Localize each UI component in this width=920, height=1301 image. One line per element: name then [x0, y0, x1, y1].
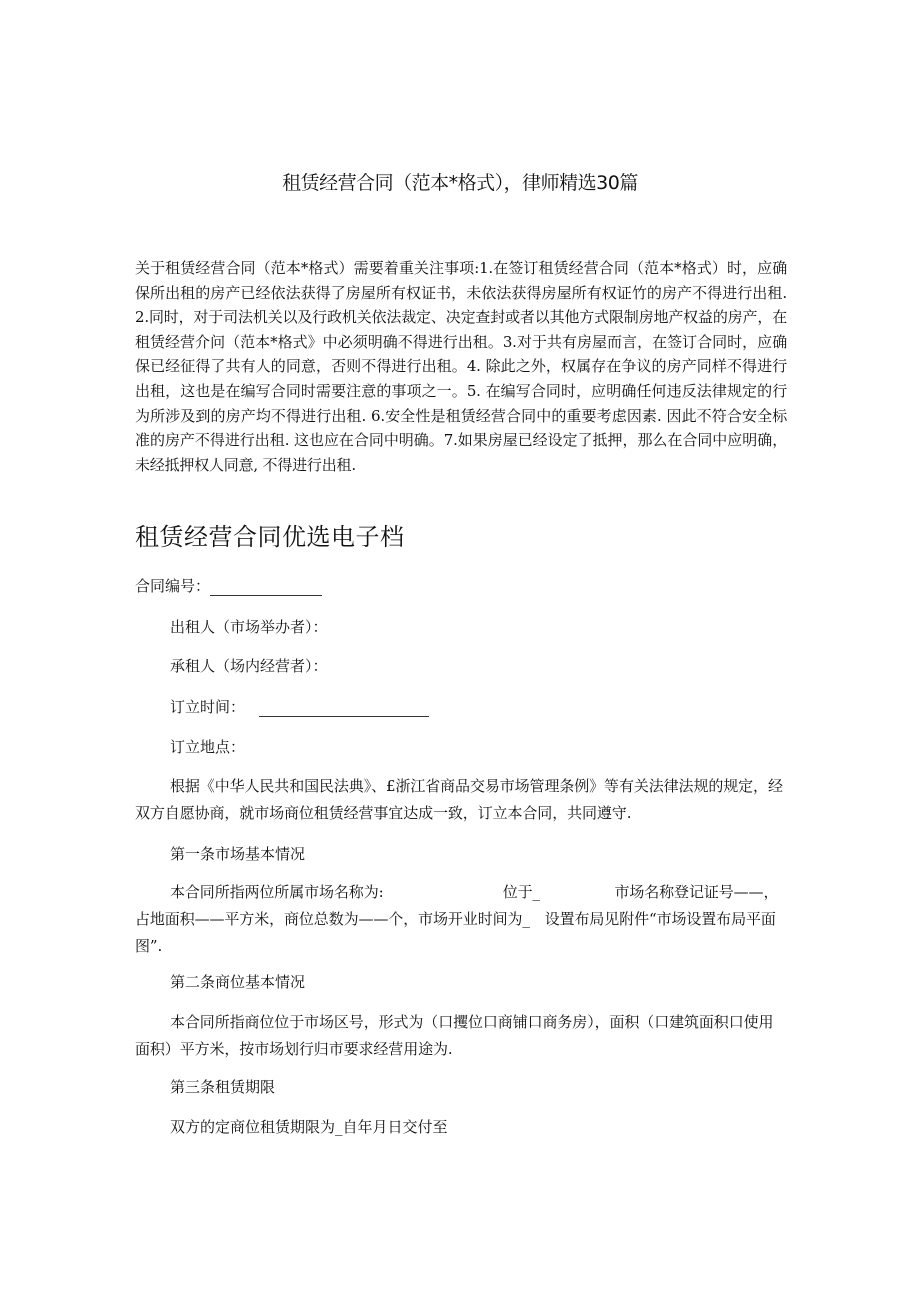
sign-time-label: 订立时间： — [170, 698, 246, 716]
sign-place-line — [170, 736, 245, 757]
sign-time-line — [170, 696, 429, 717]
contract-number-label: 合同编号： — [135, 577, 211, 595]
document-title: 租赁经营合同（范本*格式），律师精选30篇 — [282, 172, 638, 194]
contract-number-blank — [210, 581, 322, 596]
lessee-label: 承租人（场内经营者）： — [170, 657, 328, 675]
article-1-title: 第一条市场基本情况 — [170, 845, 306, 863]
section-heading: 租赁经营合同优选电子档 — [135, 523, 405, 551]
article-1-body: 本合同所指两位所属市场名称为: 位于_ 市场名称登记证号——，占地面积——平方米，商位总数为——个，市场开业时间为_ 设置布局见附件“市场设置布局平面图”. — [135, 883, 779, 955]
sign-time-blank — [259, 702, 429, 717]
article-2-title: 第二条商位基本情况 — [170, 973, 306, 991]
preamble-paragraph: 根据《中华人民共和国民法典》、£浙江省商品交易市场管理条例》等有关法律法规的规定，经双方自愿协商，就市场商位租赁经营事宜达成一致，订立本合同，共同遵守. — [135, 777, 783, 822]
intro-paragraph: 关于租赁经营合同（范本*格式）需要着重关注事项:1.在签订租赁经营合同（范本*格式）时，应确保所出租的房产已经依法获得了房屋所有权证书，未依法获得房屋所有权证竹的房产不得进行出租. 2.同时，对于司法机关以及行政机关依法裁定、决定查封或者以其他方式限制房地产权益的房产，在租赁经营介问（范本*格式》中必须明确不得进行出租。3.对于共有房屋而言，在签订合同时，应确保已经征得了共有人的同意，否则不得进行出租。4. 除此之外，权属存在争议的房产同样不得进行出租，这也是在编写合同时需要注意的事项之一。5. 在编写合同时，应明确任何违反法律规定的行为所涉及到的房产均不得进行出租. 6.安全性是租赁经营合同中的重要考虑因素. 因此不符合安全标准的房产不得进行出租. 这也应在合同中明确。7.如果房屋已经设定了抵押，那么在合同中应明确，未经抵押权人同意, 不得进行出租. — [135, 259, 787, 474]
article-2-body: 本合同所指商位位于市场区号，形式为（口攫位口商铺口商务房），面积（口建筑面积口使用面积）平方米，按市场划行归市要求经营用途为. — [135, 1013, 774, 1058]
lessor-label: 出租人（市场举办者）： — [170, 618, 328, 636]
contract-number-line — [135, 575, 322, 596]
article-3-body: 双方的定商位租赁期限为_自年月日交付至 — [170, 1118, 448, 1136]
sign-place-label: 订立地点： — [170, 738, 246, 756]
lessor-line — [170, 616, 328, 637]
article-3-title: 第三条租赁期限 — [170, 1078, 276, 1096]
lessee-line — [170, 655, 328, 676]
